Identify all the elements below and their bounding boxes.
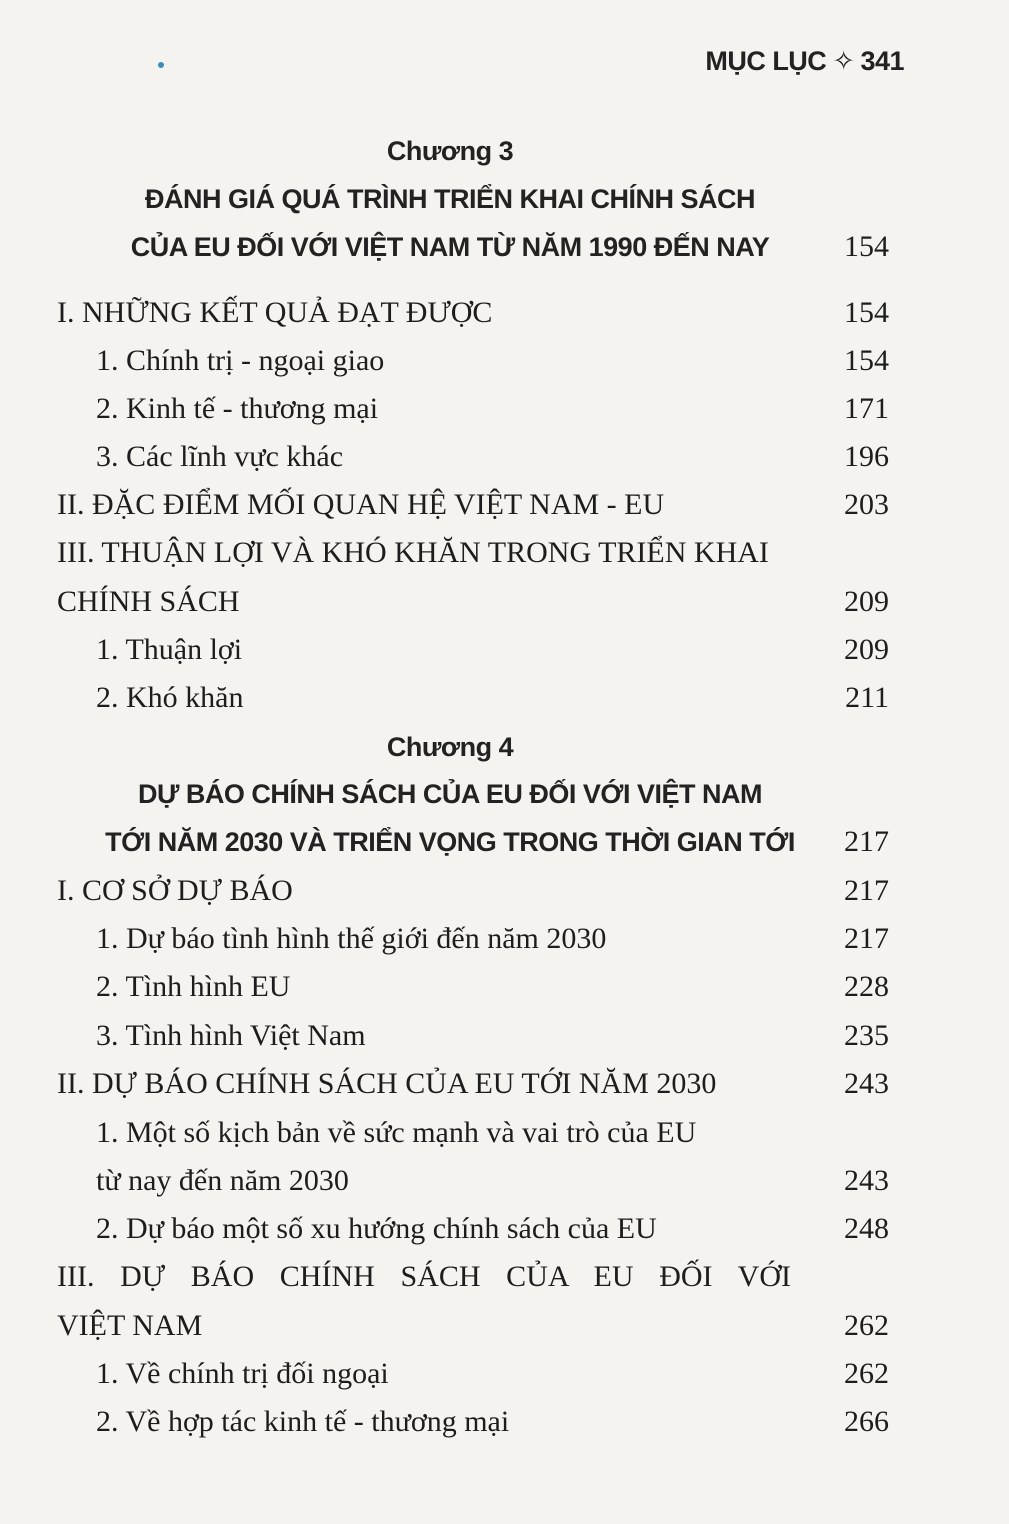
running-header: [705, 46, 904, 77]
toc-entry: 2. Tình hình EU: [96, 970, 291, 1003]
toc-entry: 1. Chính trị - ngoại giao: [96, 344, 385, 377]
toc-entry: 3. Các lĩnh vực khác: [96, 440, 344, 473]
toc-page: 203: [844, 488, 889, 521]
toc-page: 243: [844, 1067, 889, 1100]
toc-entry: 1. Một số kịch bản về sức mạnh và vai trò của EU: [96, 1116, 697, 1149]
toc-entry: I. CƠ SỞ DỰ BÁO: [57, 874, 293, 907]
toc-page: 266: [844, 1405, 889, 1438]
ink-dot: [158, 62, 164, 68]
chapter-4-title-line2: TỚI NĂM 2030 VÀ TRIỂN VỌNG TRONG THỜI GIAN TỚI: [105, 827, 795, 857]
chapter-3-title-line1: ĐÁNH GIÁ QUÁ TRÌNH TRIỂN KHAI CHÍNH SÁCH: [145, 184, 755, 214]
toc-page: 154: [844, 296, 889, 329]
toc-page: 154: [844, 344, 889, 377]
toc-entry: 3. Tình hình Việt Nam: [96, 1019, 366, 1052]
toc-page: 262: [844, 1357, 889, 1390]
toc-page: 262: [844, 1309, 889, 1342]
toc-entry: 1. Thuận lợi: [96, 633, 243, 666]
diamond-icon: ✧: [832, 46, 855, 76]
toc-page: 217: [844, 922, 889, 955]
toc-entry: 1. Dự báo tình hình thế giới đến năm 2030: [96, 922, 607, 955]
chapter-4-label: Chương 4: [386, 732, 514, 762]
toc-page: 196: [844, 440, 889, 473]
toc-entry-continued: CHÍNH SÁCH: [57, 585, 240, 618]
toc-entry: 2. Dự báo một số xu hướng chính sách của EU: [96, 1212, 657, 1245]
toc-page: 235: [844, 1019, 889, 1052]
toc-page: 243: [844, 1164, 889, 1197]
toc-entry: 2. Về hợp tác kinh tế - thương mại: [96, 1405, 510, 1438]
chapter-3-title-line2: CỦA EU ĐỐI VỚI VIỆT NAM TỪ NĂM 1990 ĐẾN NAY: [130, 232, 770, 262]
toc-entry: 1. Về chính trị đối ngoại: [96, 1357, 389, 1390]
toc-entry: III. THUẬN LỢI VÀ KHÓ KHĂN TRONG TRIỂN KHAI: [57, 536, 769, 569]
toc-entry: II. DỰ BÁO CHÍNH SÁCH CỦA EU TỚI NĂM 2030: [57, 1067, 717, 1100]
toc-entry: III. DỰ BÁO CHÍNH SÁCH CỦA EU ĐỐI VỚI: [57, 1260, 791, 1293]
chapter-4-title-line1: DỰ BÁO CHÍNH SÁCH CỦA EU ĐỐI VỚI VIỆT NAM: [138, 779, 762, 809]
toc-page: 209: [844, 633, 889, 666]
toc-entry: 2. Khó khăn: [96, 681, 244, 714]
chapter-3-page: 154: [844, 230, 889, 263]
toc-entry-continued: VIỆT NAM: [57, 1309, 203, 1342]
toc-page: 209: [844, 585, 889, 618]
toc-page: 248: [844, 1212, 889, 1245]
toc-entry: I. NHỮNG KẾT QUẢ ĐẠT ĐƯỢC: [57, 296, 493, 329]
toc-page: 171: [844, 392, 889, 425]
toc-page: 211: [845, 681, 889, 714]
toc-entry: 2. Kinh tế - thương mại: [96, 392, 379, 425]
chapter-3-label: Chương 3: [386, 136, 514, 166]
chapter-4-page: 217: [844, 825, 889, 858]
toc-page: 217: [844, 874, 889, 907]
header-page-number: 341: [860, 46, 904, 76]
toc-page: 228: [844, 970, 889, 1003]
toc-entry-continued: từ nay đến năm 2030: [96, 1164, 349, 1197]
header-title: MỤC LỤC: [705, 46, 827, 76]
toc-entry: II. ĐẶC ĐIỂM MỐI QUAN HỆ VIỆT NAM - EU: [57, 488, 665, 521]
